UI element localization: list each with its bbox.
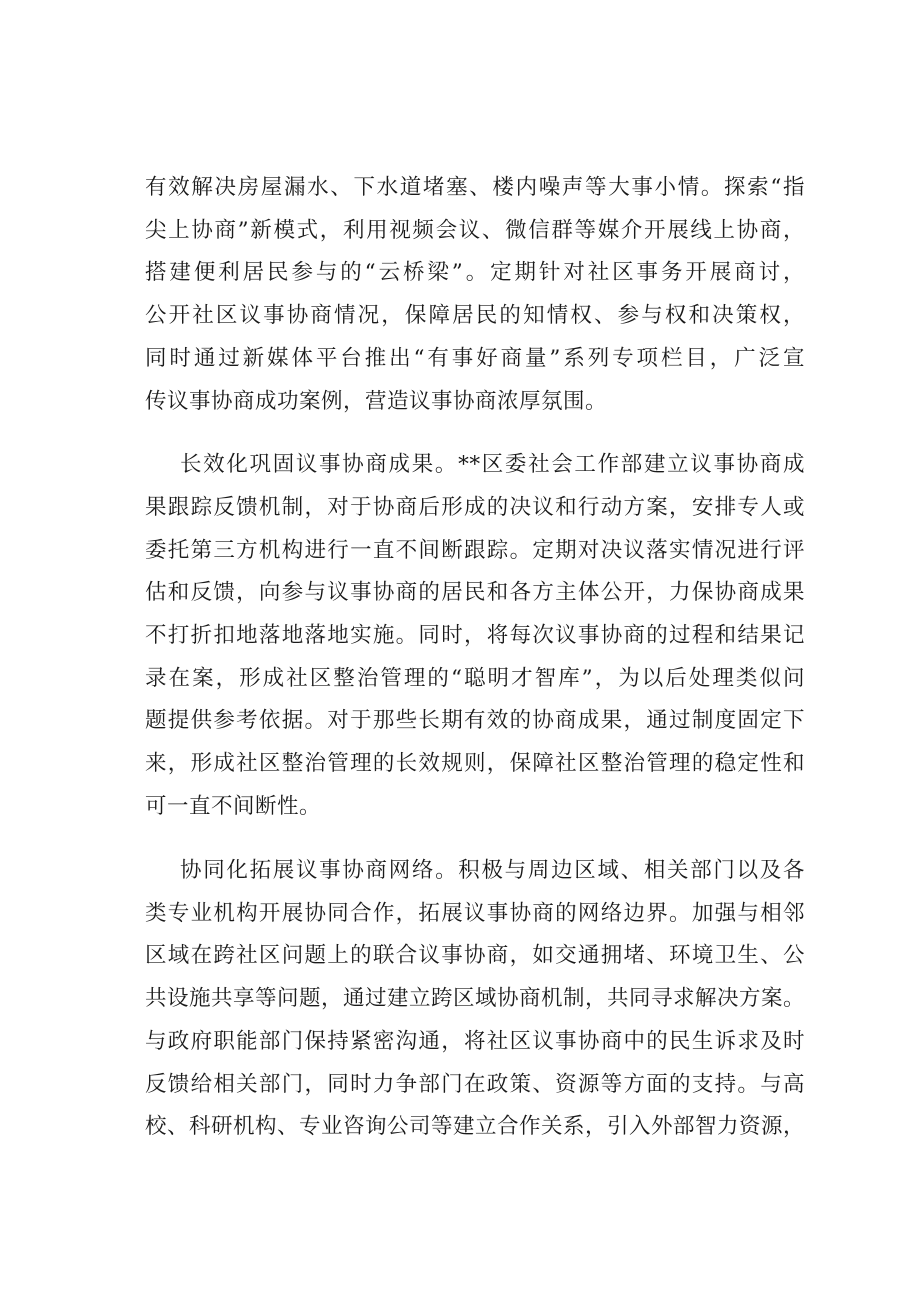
paragraph-2-line-7: 题提供参考依据。对于那些长期有效的协商成果，通过制度固定下 xyxy=(145,708,805,733)
paragraph-2-line-2: 果跟踪反馈机制，对于协商后形成的决议和行动方案，安排专人或 xyxy=(145,495,805,520)
paragraph-2-line-3: 委托第三方机构进行一直不间断跟踪。定期对决议落实情况进行评 xyxy=(145,538,805,563)
paragraph-3-line-1: 协同化拓展议事协商网络。积极与周边区域、相关部门以及各 xyxy=(180,858,805,883)
paragraph-1-line-1: 有效解决房屋漏水、下水道堵塞、楼内噪声等大事小情。探索“指 xyxy=(145,175,805,200)
paragraph-1-line-3: 搭建便利居民参与的“云桥梁”。定期针对社区事务开展商讨， xyxy=(145,260,805,285)
paragraph-2-line-9: 可一直不间断性。 xyxy=(145,794,322,819)
paragraph-3-line-3: 区域在跨社区问题上的联合议事协商，如交通拥堵、环境卫生、公 xyxy=(145,943,805,968)
paragraph-3-line-6: 反馈给相关部门，同时力争部门在政策、资源等方面的支持。与高 xyxy=(145,1072,805,1097)
paragraph-2-line-4: 估和反馈，向参与议事协商的居民和各方主体公开，力保协商成果 xyxy=(145,580,805,605)
paragraph-3-line-7: 校、科研机构、专业咨询公司等建立合作关系，引入外部智力资源， xyxy=(145,1114,806,1139)
paragraph-3-line-4: 共设施共享等问题，通过建立跨区域协商机制，共同寻求解决方案。 xyxy=(145,986,806,1011)
paragraph-1-line-6: 传议事协商成功案例，营造议事协商浓厚氛围。 xyxy=(145,389,608,414)
paragraph-1-line-2: 尖上协商”新模式，利用视频会议、微信群等媒介开展线上协商， xyxy=(145,218,805,243)
paragraph-2-line-8: 来，形成社区整治管理的长效规则，保障社区整治管理的稳定性和 xyxy=(145,751,805,776)
paragraph-1-line-4: 公开社区议事协商情况，保障居民的知情权、参与权和决策权， xyxy=(145,303,805,328)
paragraph-2-line-1: 长效化巩固议事协商成果。**区委社会工作部建立议事协商成 xyxy=(180,452,805,477)
paragraph-3-line-5: 与政府职能部门保持紧密沟通，将社区议事协商中的民生诉求及时 xyxy=(145,1029,805,1054)
paragraph-1-line-5: 同时通过新媒体平台推出“有事好商量”系列专项栏目，广泛宣 xyxy=(145,346,805,371)
paragraph-2-line-5: 不打折扣地落地落地实施。同时，将每次议事协商的过程和结果记 xyxy=(145,623,805,648)
paragraph-2-line-6: 录在案，形成社区整治管理的“聪明才智库”，为以后处理类似问 xyxy=(145,666,805,691)
paragraph-3-line-2: 类专业机构开展协同合作，拓展议事协商的网络边界。加强与相邻 xyxy=(145,901,805,926)
